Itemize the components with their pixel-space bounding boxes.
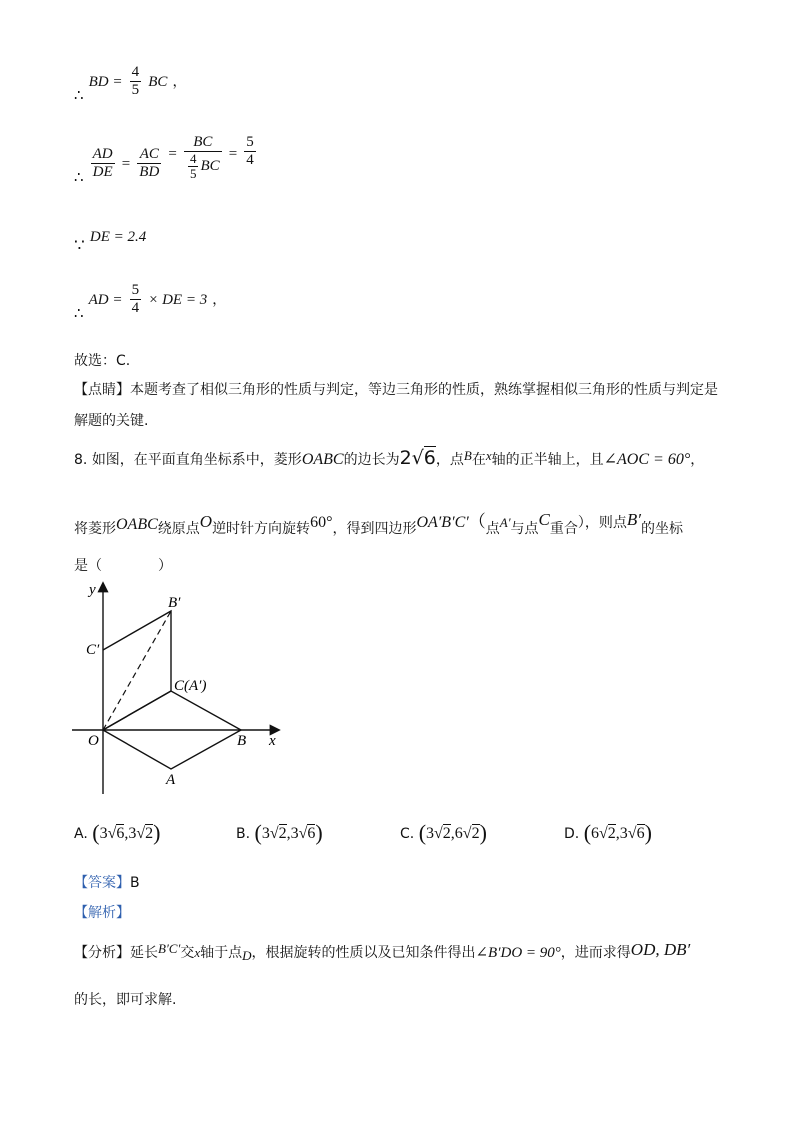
opt-val: 2 xyxy=(278,825,287,842)
l1-tail: ， xyxy=(172,74,187,90)
q-text: （ xyxy=(468,512,486,532)
q-math-b: B xyxy=(463,448,472,463)
l2-res-num: 5 xyxy=(246,134,254,150)
a-math-d: D xyxy=(242,948,252,963)
a-text: ，根据旋转的性质以及已知条件得出 xyxy=(251,945,476,961)
analysis-sub-tag: 【分析】 xyxy=(74,945,130,961)
label-o: O xyxy=(88,733,99,749)
q-math-oabc: OABC xyxy=(116,516,158,533)
l2-ac: AC xyxy=(137,146,161,164)
q-text: ），则点 xyxy=(577,515,627,531)
option-letter: A. xyxy=(74,826,88,842)
q-math-aprime: A′ xyxy=(499,515,511,530)
q-text: 在 xyxy=(471,452,486,468)
opt-val: 6 xyxy=(307,825,316,842)
label-b: B xyxy=(237,733,247,749)
l1-rhs: BC xyxy=(148,74,168,90)
comment-line-2: 解题的关键. xyxy=(74,413,149,429)
l2-frac-bc xyxy=(184,134,222,181)
q-text: ，点 xyxy=(435,452,464,468)
l4-lhs: AD = xyxy=(88,292,123,308)
q-math-60: 60° xyxy=(310,514,333,531)
step-line-3 xyxy=(74,226,146,256)
l2-de: DE xyxy=(92,164,113,180)
opt-val: 6 xyxy=(636,825,645,842)
a-math-angle: ∠B′DO = 90° xyxy=(475,945,561,961)
l4-tail: ， xyxy=(212,292,227,308)
option-letter: C. xyxy=(400,826,415,842)
step-line-1 xyxy=(74,64,186,105)
l2-frac-ad-de xyxy=(91,146,115,181)
opt-val: 2 xyxy=(442,825,451,842)
l4-fraction xyxy=(130,282,142,317)
therefore-symbol: ∴ xyxy=(74,306,84,322)
q-math-oabc: OABC xyxy=(301,451,344,468)
dashed-ob-prime xyxy=(103,611,171,730)
rhombus-figure xyxy=(66,578,286,798)
l2-big-den xyxy=(184,152,222,181)
q-text: 点 xyxy=(485,521,500,537)
l2-res-den: 4 xyxy=(246,152,254,168)
option-d[interactable]: D. (6√2,3√6) xyxy=(564,820,652,845)
l1-fraction xyxy=(130,64,142,99)
analysis-tag: 【解析】 xyxy=(74,905,130,921)
l2-bc: BC xyxy=(184,134,222,152)
therefore-symbol: ∴ xyxy=(74,88,84,104)
l2-den-num: 4 xyxy=(189,151,197,167)
because-symbol: ∵ xyxy=(74,236,85,255)
label-x: x xyxy=(269,733,276,749)
a-math-od-db: OD, DB′ xyxy=(630,940,691,959)
q-text: 轴的正半轴上，且 xyxy=(491,452,604,468)
a-math-bc-prime: B′C′ xyxy=(158,941,181,956)
comment-tag: 【点睛】 xyxy=(74,382,130,398)
l2-frac-ac-bd xyxy=(137,146,161,181)
q-side-int: 2 xyxy=(399,447,412,469)
choice-line: 故选：C. xyxy=(74,353,131,369)
opt-val: 2 xyxy=(145,825,154,842)
opt-val: 3 xyxy=(426,825,435,842)
q-side-rad: 6 xyxy=(423,447,436,469)
opt-val: 3 xyxy=(290,825,299,842)
q-text: 逆时针方向旋转 xyxy=(212,521,311,537)
option-letter: B. xyxy=(236,826,251,842)
l1-lhs: BD = xyxy=(88,74,123,90)
l3-text: DE = 2.4 xyxy=(89,229,147,245)
a-text: ，进而求得 xyxy=(560,945,631,961)
opt-val: 2 xyxy=(471,825,480,842)
opt-val: 6 xyxy=(116,825,125,842)
q-text: 的边长为 xyxy=(343,452,400,468)
a-math-x: x xyxy=(194,945,201,960)
q-text: 将菱形 xyxy=(74,521,116,537)
answer-value: B xyxy=(130,875,140,891)
q-text: 的坐标 xyxy=(641,521,683,537)
step-line-2: ∴ $\frac{AD}{DE}$ = $\frac{AC}{BD}$ = BC $\frac{4}{5}$ BC = $\frac{5}{4}$ xyxy=(74,134,254,186)
a-text: 轴于点 xyxy=(200,945,243,961)
question-line-3: 是（ ） xyxy=(74,558,172,574)
analysis-line-1 xyxy=(74,940,690,964)
a-text: 交 xyxy=(180,945,195,961)
option-letter: D. xyxy=(564,826,580,842)
option-a[interactable]: A. (3√6,3√2) xyxy=(74,820,161,845)
q-math-angle: ∠AOC = 60° xyxy=(603,451,691,468)
opt-val: 3 xyxy=(619,825,628,842)
q-text: 绕原点 xyxy=(157,521,200,537)
label-c: C(A′) xyxy=(174,678,207,694)
label-c-prime: C′ xyxy=(86,642,100,658)
answer-line xyxy=(74,872,140,892)
q-math-c: C xyxy=(538,510,550,529)
q-text: ，得到四边形 xyxy=(332,521,417,537)
option-c[interactable]: C. (3√2,6√2) xyxy=(400,820,487,845)
therefore-symbol: ∴ xyxy=(74,170,84,186)
q-side-length: 2√6 xyxy=(399,447,436,469)
question-number: 8. xyxy=(74,452,88,468)
l4-den: 4 xyxy=(131,300,140,316)
opt-val: 3 xyxy=(128,825,137,842)
step-line-4 xyxy=(74,282,226,323)
question-line-2 xyxy=(74,507,683,538)
opt-val: 3 xyxy=(99,825,108,842)
label-y: y xyxy=(89,582,96,598)
opt-val: 2 xyxy=(607,825,616,842)
analysis-line-2: 的长，即可求解. xyxy=(74,992,177,1008)
l2-result xyxy=(244,134,256,169)
l4-num: 5 xyxy=(131,282,140,298)
label-a: A xyxy=(166,772,176,788)
q-math-o: O xyxy=(199,512,213,531)
comment-line-1 xyxy=(74,379,718,399)
opt-val: 3 xyxy=(261,825,270,842)
l2-den-den: 5 xyxy=(189,166,197,182)
option-b[interactable]: B. (3√2,3√6) xyxy=(236,820,323,845)
comment-text-1: 本题考查了相似三角形的性质与判定，等边三角形的性质，熟练掌握相似三角形的性质与判定是 xyxy=(130,382,718,398)
q-math-oabc-prime: OA′B′C′ xyxy=(416,514,469,531)
label-b-prime: B′ xyxy=(168,595,181,611)
l2-ad: AD xyxy=(92,146,113,162)
l1-num: 4 xyxy=(131,64,140,80)
a-text: 延长 xyxy=(130,945,158,961)
answer-tag: 【答案】 xyxy=(74,875,130,891)
q-text: ， xyxy=(690,452,705,468)
l4-rhs: × DE = 3 xyxy=(148,292,208,308)
opt-val: 6 xyxy=(454,825,463,842)
opt-val: 6 xyxy=(591,825,600,842)
q-text: 重合 xyxy=(549,521,578,537)
q-math-bprime: B′ xyxy=(626,510,641,529)
l2-den-var: BC xyxy=(200,158,220,174)
l2-bd: BD xyxy=(139,164,160,180)
l1-den: 5 xyxy=(131,82,140,98)
q-math-x: x xyxy=(485,448,492,463)
q-text: 与点 xyxy=(510,521,539,537)
q-text: 如图，在平面直角坐标系中，菱形 xyxy=(91,452,302,468)
question-line-1 xyxy=(74,447,704,469)
